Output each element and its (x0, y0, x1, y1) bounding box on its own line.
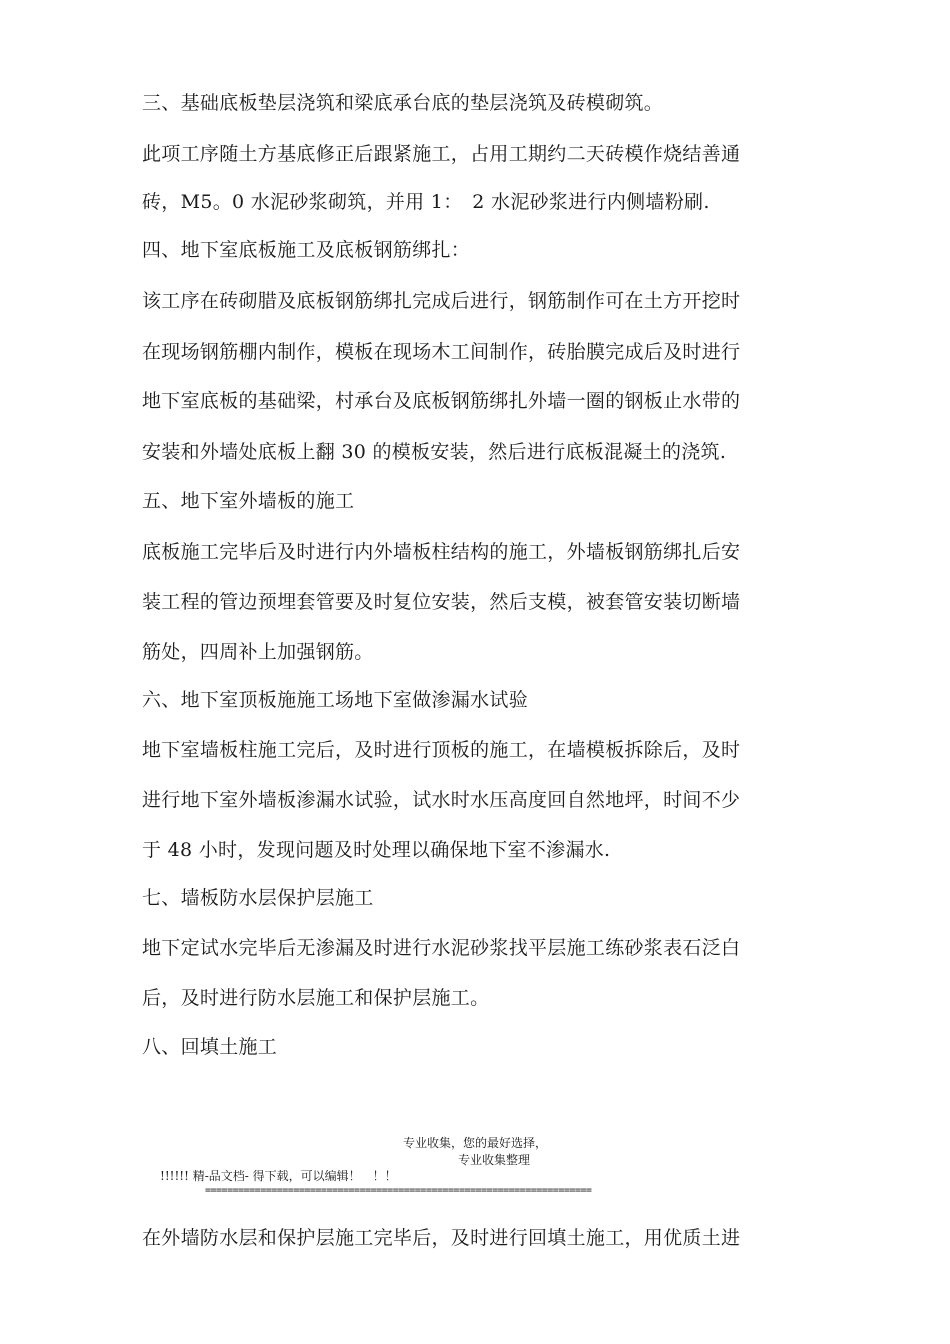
heading-4: 四、地下室底板施工及底板钢筋绑扎： (142, 239, 471, 261)
paragraph-line: 底板施工完毕后及时进行内外墙板柱结构的施工，外墙板钢筋绑扎后安 (142, 541, 741, 563)
footer-line-2: 专业收集整理 (457, 1153, 530, 1167)
heading-8: 八、回填土施工 (142, 1036, 278, 1058)
paragraph-line: 该工序在砖砌腊及底板钢筋绑扎完成后进行，钢筋制作可在土方开挖时 (142, 290, 741, 312)
paragraph-line: 此项工序随土方基底修正后跟紧施工，占用工期约二天砖模作烧结善通 (142, 143, 741, 165)
footer-divider: ====================================================================== (205, 1185, 592, 1196)
footer-line-3: !!!!!! 精-品文档- 得下载，可以编辑！ ！！ (160, 1169, 397, 1183)
paragraph-line: 在外墙防水层和保护层施工完毕后，及时进行回填土施工，用优质土进 (142, 1227, 741, 1249)
paragraph-line: 在现场钢筋棚内制作，模板在现场木工间制作，砖胎膜完成后及时进行 (142, 341, 741, 363)
paragraph-line: 进行地下室外墙板渗漏水试验，试水时水压高度回自然地坪，时间不少 (142, 789, 741, 811)
footer-line-1: 专业收集，您的最好选择， (402, 1136, 547, 1150)
heading-7: 七、墙板防水层保护层施工 (142, 887, 374, 909)
heading-3: 三、基础底板垫层浇筑和梁底承台底的垫层浇筑及砖模砌筑。 (142, 92, 664, 114)
paragraph-line: 筋处，四周补上加强钢筋。 (142, 641, 374, 663)
paragraph-line: 于 48 小时，发现问题及时处理以确保地下室不渗漏水. (142, 839, 611, 861)
heading-6: 六、地下室顶板施施工场地下室做渗漏水试验 (142, 689, 529, 711)
paragraph-line: 安装和外墙处底板上翻 30 的模板安装，然后进行底板混凝土的浇筑. (142, 441, 727, 463)
paragraph-line: 地下室底板的基础梁，村承台及底板钢筋绑扎外墙一圈的钢板止水带的 (142, 390, 741, 412)
paragraph-line: 装工程的管边预埋套管要及时复位安装，然后支模，被套管安装切断墙 (142, 591, 741, 613)
paragraph-line: 地下定试水完毕后无渗漏及时进行水泥砂浆找平层施工练砂浆表石泛白 (142, 937, 741, 959)
paragraph-line: 地下室墙板柱施工完后，及时进行顶板的施工，在墙模板拆除后，及时 (142, 739, 741, 761)
paragraph-line: 后，及时进行防水层施工和保护层施工。 (142, 987, 490, 1009)
paragraph-line: 砖，M5。0 水泥砂浆砌筑，并用 1： 2 水泥砂浆进行内侧墙粉刷. (142, 191, 710, 213)
heading-5: 五、地下室外墙板的施工 (142, 490, 355, 512)
